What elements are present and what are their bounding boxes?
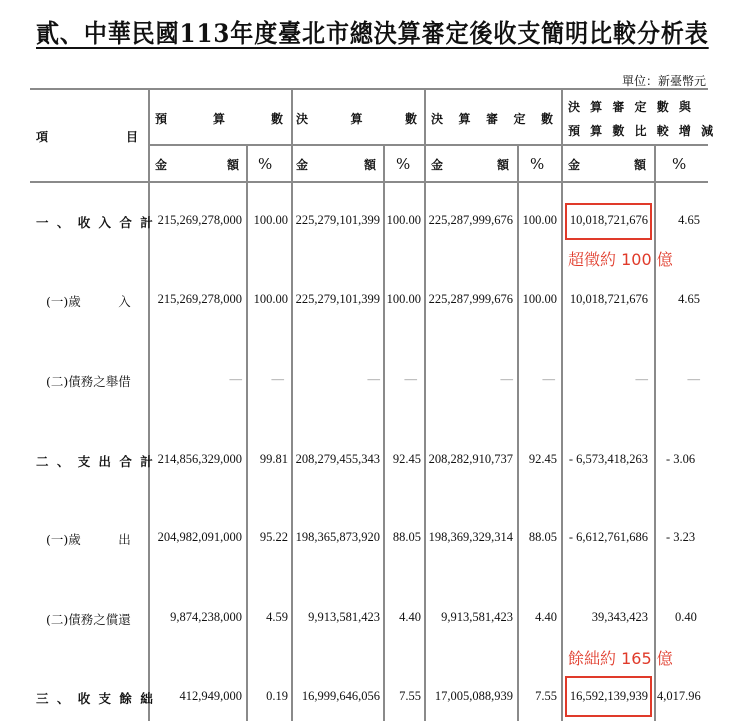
header-char: 定 <box>513 112 526 126</box>
final-percent: 92.45 <box>392 452 421 466</box>
budget-amount: 204,982,091,000 <box>157 530 242 544</box>
audited-percent: 7.55 <box>535 689 557 703</box>
header-diff-line2: 預 算 數 比 較 增 減 <box>568 124 717 138</box>
final-amount: 225,279,101,399 <box>295 292 380 306</box>
audited-amount: — <box>500 372 513 386</box>
highlight-box-balance <box>565 676 652 717</box>
subheader-percent: % <box>672 155 687 173</box>
annotation-revenue-surplus: 超徵約 100 億 <box>568 250 673 269</box>
subheader-char: 金 <box>296 158 309 172</box>
diff-amount: - 6,573,418,263 <box>568 452 648 466</box>
col-divider <box>654 144 656 721</box>
audited-amount: 198,369,329,314 <box>428 530 513 544</box>
header-char: 算 <box>350 112 363 126</box>
final-percent: 100.00 <box>386 292 421 306</box>
header-item <box>36 128 138 145</box>
final-amount: — <box>367 372 380 386</box>
diff-percent: - 3.06 <box>666 452 696 466</box>
diff-amount: 10,018,721,676 <box>569 213 648 227</box>
col-divider <box>291 88 293 721</box>
row-item-label: (二)債務之舉借 <box>46 374 131 389</box>
audited-percent: 4.40 <box>535 610 557 624</box>
row-item-label: 二 、 支 出 合 計 <box>36 454 155 469</box>
header-bottom-border <box>30 181 708 183</box>
col-divider <box>424 88 426 721</box>
subheader-char: 金 <box>568 158 581 172</box>
budget-amount: 9,874,238,000 <box>170 610 242 624</box>
header-char: 預 <box>155 112 168 126</box>
header-mid-border <box>148 144 708 146</box>
subheader-amount <box>568 156 646 173</box>
header-char: 數 <box>404 112 417 126</box>
highlight-box-revenue-surplus <box>565 203 652 240</box>
diff-amount: 16,592,139,939 <box>569 689 648 703</box>
final-percent: — <box>404 372 417 386</box>
col-divider <box>561 88 563 721</box>
budget-amount: 215,269,278,000 <box>157 292 242 306</box>
col-divider <box>246 144 248 721</box>
col-divider <box>517 144 519 721</box>
diff-percent: - 3.23 <box>666 530 696 544</box>
budget-percent: 99.81 <box>259 452 288 466</box>
diff-percent: 4.65 <box>678 292 700 306</box>
diff-amount: 39,343,423 <box>591 610 648 624</box>
final-amount: 9,913,581,423 <box>308 610 380 624</box>
col-divider <box>383 144 385 721</box>
audited-percent: — <box>542 372 555 386</box>
audited-amount: 17,005,088,939 <box>434 689 513 703</box>
row-item-label: (二)債務之償還 <box>46 612 131 627</box>
audited-amount: 208,282,910,737 <box>428 452 513 466</box>
header-char: 數 <box>270 112 283 126</box>
final-amount: 208,279,455,343 <box>295 452 380 466</box>
diff-amount: 10,018,721,676 <box>569 292 648 306</box>
subheader-percent: % <box>258 155 273 173</box>
header-char: 數 <box>540 112 553 126</box>
subheader-char: 額 <box>496 158 509 172</box>
budget-percent: — <box>271 372 284 386</box>
audited-amount: 225,287,999,676 <box>428 213 513 227</box>
diff-percent: 4.65 <box>678 213 700 227</box>
col-divider <box>148 88 150 721</box>
header-char: 審 <box>485 112 498 126</box>
subheader-char: 額 <box>363 158 376 172</box>
subheader-char: 金 <box>431 158 444 172</box>
subheader-char: 金 <box>155 158 168 172</box>
audited-amount: 225,287,999,676 <box>428 292 513 306</box>
header-diff-line1: 決 算 審 定 數 與 <box>568 100 694 114</box>
subheader-char: 額 <box>633 158 646 172</box>
header-char: 決 <box>296 112 309 126</box>
row-item-label: 一 、 收 入 合 計 <box>36 215 155 230</box>
audited-percent: 100.00 <box>522 213 557 227</box>
subheader-char: 額 <box>226 158 239 172</box>
subheader-percent: % <box>396 155 411 173</box>
subheader-percent: % <box>530 155 545 173</box>
final-amount: 16,999,646,056 <box>301 689 380 703</box>
budget-amount: 214,856,329,000 <box>157 452 242 466</box>
annotation-balance: 餘絀約 165 億 <box>568 649 673 668</box>
table-top-border <box>30 88 708 90</box>
budget-percent: 4.59 <box>266 610 288 624</box>
budget-percent: 0.19 <box>266 689 288 703</box>
audited-percent: 100.00 <box>522 292 557 306</box>
final-amount: 225,279,101,399 <box>295 213 380 227</box>
subheader-amount <box>155 156 239 173</box>
diff-amount: - 6,612,761,686 <box>568 530 648 544</box>
budget-amount: 215,269,278,000 <box>157 213 242 227</box>
header-char: 算 <box>212 112 225 126</box>
row-item-label: 三 、 收 支 餘 絀 <box>36 691 155 706</box>
diff-percent: 0.40 <box>675 610 697 624</box>
budget-amount: — <box>229 372 242 386</box>
audited-amount: 9,913,581,423 <box>441 610 513 624</box>
final-percent: 7.55 <box>399 689 421 703</box>
final-percent: 100.00 <box>386 213 421 227</box>
row-item-label: (一)歲 入 <box>46 294 131 309</box>
header-final <box>296 110 417 127</box>
header-item-char: 項 <box>36 130 49 144</box>
diff-percent: 4,017.96 <box>657 689 701 703</box>
budget-amount: 412,949,000 <box>179 689 242 703</box>
page-title: 貳、中華民國113年度臺北市總決算審定後收支簡明比較分析表 <box>36 19 709 48</box>
header-audited <box>431 110 553 127</box>
subheader-amount <box>431 156 509 173</box>
audited-percent: 92.45 <box>528 452 557 466</box>
budget-percent: 100.00 <box>253 213 288 227</box>
audited-percent: 88.05 <box>528 530 557 544</box>
unit-label: 單位：新臺幣元 <box>621 74 706 88</box>
header-item-char: 目 <box>125 130 138 144</box>
diff-percent: — <box>687 372 700 386</box>
header-budget <box>155 110 283 127</box>
row-item-label: (一)歲 出 <box>46 532 131 547</box>
header-char: 算 <box>458 112 471 126</box>
header-char: 決 <box>431 112 444 126</box>
final-amount: 198,365,873,920 <box>295 530 380 544</box>
budget-percent: 95.22 <box>259 530 288 544</box>
budget-percent: 100.00 <box>253 292 288 306</box>
diff-amount: — <box>635 372 648 386</box>
subheader-amount <box>296 156 376 173</box>
final-percent: 4.40 <box>399 610 421 624</box>
final-percent: 88.05 <box>392 530 421 544</box>
